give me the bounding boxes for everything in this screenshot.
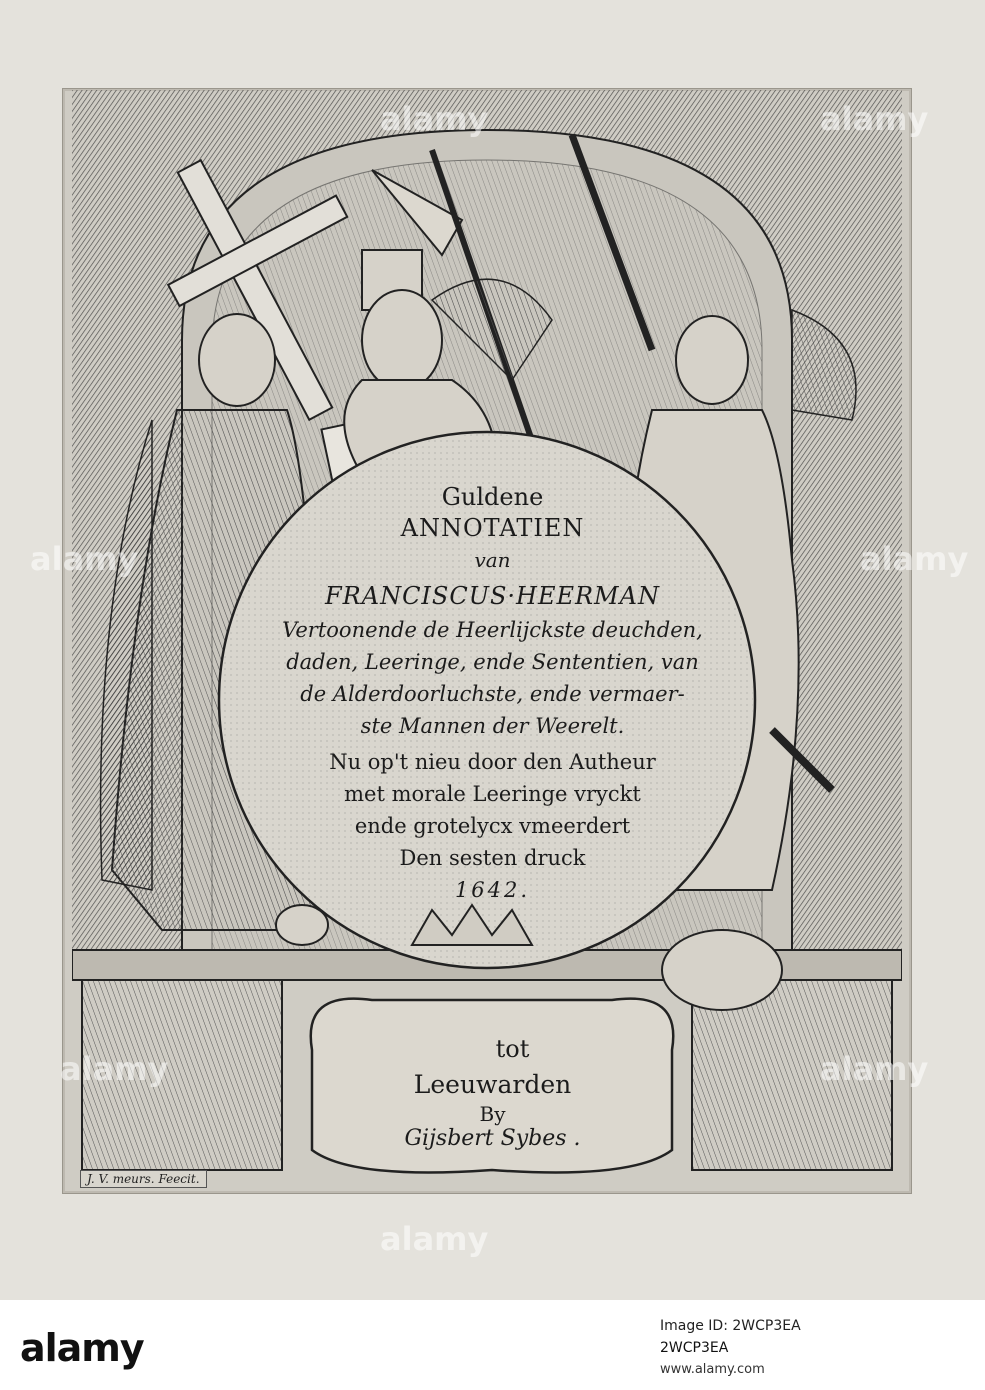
watermark: alamy — [820, 100, 929, 138]
cartouche-line-4: Gijsbert Sybes . — [404, 1126, 581, 1151]
title-line-11: ende grotelycx vmeerdert — [354, 814, 631, 838]
title-line-6: daden, Leeringe, ende Sententien, van — [286, 650, 699, 674]
title-line-4: FRANCISCUS·HEERMAN — [325, 582, 660, 610]
watermark: alamy — [30, 540, 139, 578]
watermark: alamy — [60, 1050, 169, 1088]
image-id-label: Image ID: 2WCP3EA — [660, 1318, 801, 1334]
title-line-9: Nu op't nieu door den Autheur — [329, 750, 656, 774]
title-line-10: met morale Leeringe vryckt — [344, 782, 641, 806]
title-line-12: Den sesten druck — [399, 846, 586, 870]
site-url: www.alamy.com — [660, 1362, 765, 1377]
watermark: alamy — [380, 1220, 489, 1258]
title-line-1: Guldene — [441, 483, 544, 511]
devil-figure — [662, 930, 782, 1010]
watermark: alamy — [380, 100, 489, 138]
alamy-logo: alamy — [20, 1326, 144, 1370]
skull — [276, 905, 328, 945]
cartouche-line-1: tot — [495, 1035, 530, 1063]
title-line-7: de Alderdoorluchste, ende vermaer- — [300, 682, 685, 706]
image-ref-code: 2WCP3EA — [660, 1340, 729, 1356]
footer-bar — [0, 1300, 985, 1390]
watermark: alamy — [820, 1050, 929, 1088]
title-line-5: Vertoonende de Heerlijckste deuchden, — [282, 618, 703, 642]
cartouche-line-3: By — [479, 1102, 506, 1126]
engraver-signature: J. V. meurs. Feecit. — [80, 1170, 207, 1188]
watermark: alamy — [860, 540, 969, 578]
cartouche-line-2: Leeuwarden — [413, 1070, 572, 1099]
title-line-13: 1642. — [454, 878, 531, 902]
title-line-3: van — [474, 548, 511, 572]
title-line-8: ste Mannen der Weerelt. — [360, 714, 625, 738]
title-line-2: ANNOTATIEN — [400, 514, 585, 542]
